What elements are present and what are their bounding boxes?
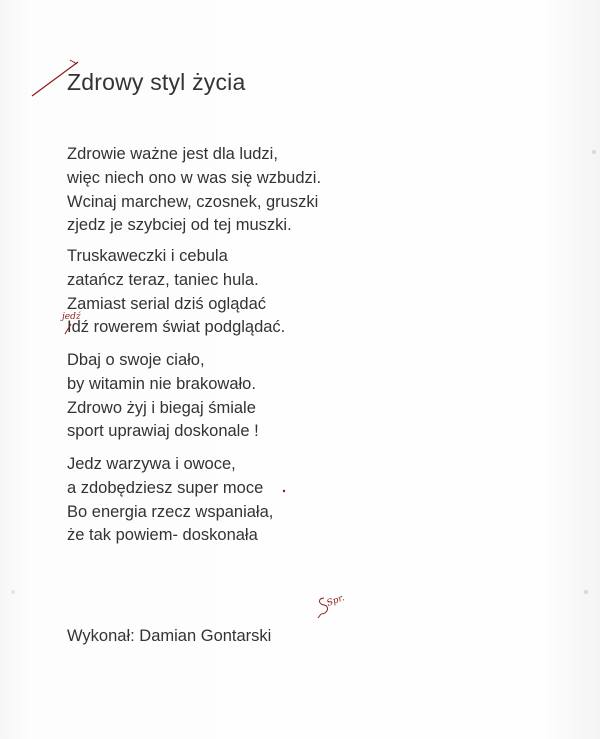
signature-text: Spr.: [325, 593, 347, 609]
poem-line: Zdrowie ważne jest dla ludzi,: [67, 145, 278, 163]
poem-line: Idź rowerem świat podglądać.: [67, 318, 286, 337]
poem-line: zjedz je szybciej od tej muszki.: [67, 216, 292, 235]
poem-line: Wcinaj marchew, czosnek, gruszki: [67, 192, 319, 211]
ink-dot: [281, 488, 287, 494]
poem-line: Zamiast serial dziś oglądać: [67, 294, 266, 313]
poem-line: więc niech ono w was się wzbudzi.: [67, 168, 322, 187]
stanza-2: [67, 245, 285, 340]
scan-speck: [592, 150, 596, 154]
poem-line: sport uprawiaj doskonale !: [67, 422, 259, 441]
poem-line: że tak powiem- doskonała: [67, 526, 258, 545]
scan-speck: [11, 590, 15, 594]
teacher-signature: [312, 590, 362, 622]
poem-line: a zdobędziesz super moce: [67, 478, 264, 497]
poem-line: by witamin nie brakowało.: [67, 374, 256, 393]
correction-text: jedź: [62, 312, 81, 322]
stanza-4: [67, 453, 273, 548]
poem-title: Zdrowy styl życia: [67, 69, 246, 95]
scan-speck: [584, 590, 588, 594]
poem-line: zatańcz teraz, taniec hula.: [67, 270, 259, 289]
author-line: Wykonał: Damian Gontarski: [67, 627, 272, 645]
poem-line: Jedz warzywa i owoce,: [67, 455, 236, 473]
poem-line: Dbaj o swoje ciało,: [67, 351, 205, 369]
stanza-3: [67, 349, 259, 444]
stanza-1: [67, 143, 321, 238]
poem-line: Bo energia rzecz wspaniała,: [67, 502, 274, 521]
poem-line: Truskaweczki i cebula: [67, 247, 228, 265]
poem-line: Zdrowo żyj i biegaj śmiale: [67, 398, 256, 417]
